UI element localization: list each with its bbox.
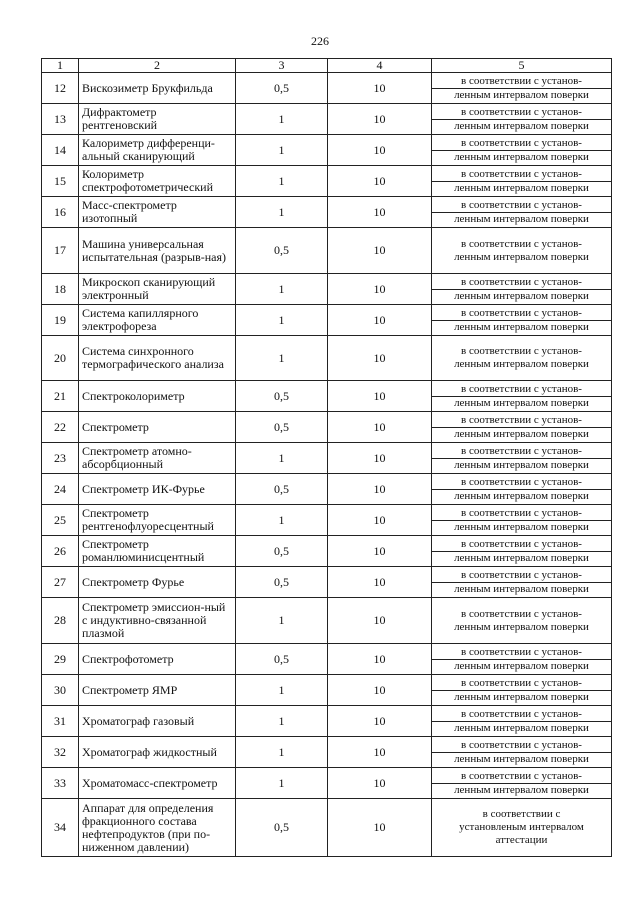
row-number: 28: [42, 598, 79, 644]
instrument-name: Спектрометр Фурье: [79, 567, 236, 598]
column-4-value: 10: [328, 166, 432, 197]
verification-note: [432, 567, 612, 598]
instrument-name: Калориметр дифференци-альный сканирующий: [79, 135, 236, 166]
row-number: 13: [42, 104, 79, 135]
verification-note-line: в соответствии с установ-: [432, 75, 611, 89]
instrument-name: Микроскоп сканирующий электронный: [79, 274, 236, 305]
instrument-name: Хроматомасс-спектрометр: [79, 768, 236, 799]
verification-note-line: ленным интервалом поверки: [454, 212, 589, 225]
column-3-value: 1: [236, 768, 328, 799]
verification-note: [432, 536, 612, 567]
column-3-value: 1: [236, 135, 328, 166]
row-number: 16: [42, 197, 79, 228]
column-3-value: 0,5: [236, 536, 328, 567]
column-3-value: 1: [236, 104, 328, 135]
instrument-name: Спектрометр атомно-абсорбционный: [79, 443, 236, 474]
verification-note-line: аттестации: [495, 834, 548, 846]
column-4-value: 10: [328, 474, 432, 505]
instrument-name: Хроматограф жидкостный: [79, 737, 236, 768]
verification-note: [432, 675, 612, 706]
verification-note-line: в соответствии с установ-: [461, 237, 582, 250]
column-3-value: 0,5: [236, 567, 328, 598]
verification-note: [432, 412, 612, 443]
instrument-name: Спектроколориметр: [79, 381, 236, 412]
verification-note-line: ленным интервалом поверки: [454, 88, 589, 101]
column-4-value: 10: [328, 412, 432, 443]
verification-note: [432, 104, 612, 135]
table-row: [42, 505, 612, 536]
row-number: 31: [42, 706, 79, 737]
table-row: [42, 799, 612, 857]
verification-note: [432, 706, 612, 737]
row-number: 17: [42, 228, 79, 274]
verification-note-line: в соответствии с установ-: [432, 708, 611, 722]
verification-note-line: ленным интервалом поверки: [454, 289, 589, 302]
row-number: 23: [42, 443, 79, 474]
verification-note-line: в соответствии с установ-: [432, 199, 611, 213]
column-header-3: 3: [236, 59, 328, 73]
verification-note-line: в соответствии с установ-: [432, 569, 611, 583]
table-row: [42, 675, 612, 706]
table-row: [42, 412, 612, 443]
instrument-name: Вискозиметр Брукфильда: [79, 73, 236, 104]
row-number: 21: [42, 381, 79, 412]
instrument-name: Спектрометр рентгенофлуоресцентный: [79, 505, 236, 536]
row-number: 24: [42, 474, 79, 505]
column-4-value: 10: [328, 598, 432, 644]
column-3-value: 1: [236, 675, 328, 706]
verification-note-line: в соответствии с установ-: [432, 677, 611, 691]
table-row: [42, 166, 612, 197]
instrument-name: Колориметр спектрофотометрический: [79, 166, 236, 197]
column-4-value: 10: [328, 443, 432, 474]
verification-note-line: установленым интервалом: [459, 821, 584, 833]
row-number: 33: [42, 768, 79, 799]
column-4-value: 10: [328, 228, 432, 274]
row-number: 15: [42, 166, 79, 197]
column-3-value: 1: [236, 598, 328, 644]
table-row: [42, 567, 612, 598]
instrument-name: Спектрометр ЯМР: [79, 675, 236, 706]
column-4-value: 10: [328, 135, 432, 166]
instrument-name: Спектрометр эмиссион-ный с индуктивно-связанной плазмой: [79, 598, 236, 644]
instrument-name: Машина универсальная испытательная (разрыв-ная): [79, 228, 236, 274]
verification-note-line: ленным интервалом поверки: [454, 119, 589, 132]
verification-note: [432, 799, 612, 857]
instrument-name: Спектрофотометр: [79, 644, 236, 675]
column-3-value: 0,5: [236, 644, 328, 675]
table-row: [42, 768, 612, 799]
verification-note-line: ленным интервалом поверки: [454, 489, 589, 502]
verification-note-line: в соответствии с установ-: [432, 307, 611, 321]
column-4-value: 10: [328, 381, 432, 412]
table-row: [42, 474, 612, 505]
table-row: [42, 305, 612, 336]
row-number: 12: [42, 73, 79, 104]
column-header-2: 2: [79, 59, 236, 73]
column-4-value: 10: [328, 197, 432, 228]
column-3-value: 0,5: [236, 799, 328, 857]
verification-note-line: в соответствии с: [482, 808, 561, 820]
verification-note: [432, 443, 612, 474]
verification-note-line: ленным интервалом поверки: [454, 358, 589, 370]
column-3-value: 1: [236, 505, 328, 536]
verification-note-line: ленным интервалом поверки: [454, 181, 589, 194]
row-number: 25: [42, 505, 79, 536]
instrument-name: Хроматограф газовый: [79, 706, 236, 737]
table-row: [42, 706, 612, 737]
table-row: [42, 443, 612, 474]
verification-note-line: ленным интервалом поверки: [454, 396, 589, 409]
verification-note-line: в соответствии с установ-: [432, 414, 611, 428]
column-header-1: 1: [42, 59, 79, 73]
verification-note-line: ленным интервалом поверки: [454, 551, 589, 564]
verification-note: [432, 73, 612, 104]
verification-note-line: ленным интервалом поверки: [454, 458, 589, 471]
table-row: [42, 135, 612, 166]
column-4-value: 10: [328, 768, 432, 799]
instrument-name: Аппарат для определения фракционного состава нефтепродуктов (при по-ниженном давлении): [79, 799, 236, 857]
table-row: [42, 197, 612, 228]
verification-note-line: в соответствии с установ-: [432, 445, 611, 459]
row-number: 32: [42, 737, 79, 768]
verification-note-line: ленным интервалом поверки: [454, 520, 589, 533]
verification-note-line: ленным интервалом поверки: [454, 150, 589, 163]
row-number: 18: [42, 274, 79, 305]
column-3-value: 1: [236, 443, 328, 474]
row-number: 27: [42, 567, 79, 598]
column-4-value: 10: [328, 675, 432, 706]
column-4-value: 10: [328, 73, 432, 104]
verification-note-line: ленным интервалом поверки: [454, 250, 589, 263]
column-3-value: 0,5: [236, 228, 328, 274]
verification-note-line: в соответствии с установ-: [432, 770, 611, 784]
verification-note-line: ленным интервалом поверки: [454, 721, 589, 734]
column-4-value: 10: [328, 536, 432, 567]
table-row: [42, 644, 612, 675]
row-number: 26: [42, 536, 79, 567]
page-number: 226: [311, 34, 329, 48]
verification-note: [432, 768, 612, 799]
table-row: [42, 737, 612, 768]
column-4-value: 10: [328, 567, 432, 598]
row-number: 22: [42, 412, 79, 443]
column-4-value: 10: [328, 305, 432, 336]
verification-note-line: ленным интервалом поверки: [454, 690, 589, 703]
table-row: [42, 381, 612, 412]
verification-note-line: ленным интервалом поверки: [454, 582, 589, 595]
column-header-5: 5: [432, 59, 612, 73]
verification-note: [432, 166, 612, 197]
column-4-value: 10: [328, 336, 432, 381]
verification-note: [432, 305, 612, 336]
verification-note-line: в соответствии с установ-: [432, 137, 611, 151]
column-3-value: 1: [236, 305, 328, 336]
verification-note-line: ленным интервалом поверки: [454, 752, 589, 765]
instrument-name: Спектрометр романлюминисцентный: [79, 536, 236, 567]
verification-note-line: в соответствии с установ-: [432, 646, 611, 660]
column-3-value: 1: [236, 197, 328, 228]
verification-note: [432, 228, 612, 274]
verification-note: [432, 474, 612, 505]
table-row: [42, 536, 612, 567]
column-3-value: 1: [236, 336, 328, 381]
verification-note: [432, 336, 612, 381]
column-3-value: 0,5: [236, 73, 328, 104]
verification-note-line: ленным интервалом поверки: [454, 620, 589, 633]
column-3-value: 0,5: [236, 381, 328, 412]
column-3-value: 1: [236, 706, 328, 737]
verification-note-line: в соответствии с установ-: [432, 383, 611, 397]
instrument-name: Масс-спектрометр изотопный: [79, 197, 236, 228]
table-row: [42, 104, 612, 135]
equipment-table: [41, 58, 612, 857]
verification-note: [432, 598, 612, 644]
row-number: 14: [42, 135, 79, 166]
row-number: 19: [42, 305, 79, 336]
instrument-name: Дифрактометр рентгеновский: [79, 104, 236, 135]
verification-note-line: ленным интервалом поверки: [454, 659, 589, 672]
verification-note: [432, 737, 612, 768]
table-row: [42, 228, 612, 274]
table-body: [42, 73, 612, 857]
table-row: [42, 336, 612, 381]
table-row: [42, 274, 612, 305]
verification-note-line: ленным интервалом поверки: [454, 427, 589, 440]
row-number: 20: [42, 336, 79, 381]
row-number: 34: [42, 799, 79, 857]
column-3-value: 1: [236, 274, 328, 305]
verification-note: [432, 197, 612, 228]
column-3-value: 0,5: [236, 474, 328, 505]
verification-note-line: в соответствии с установ-: [432, 276, 611, 290]
verification-note-line: в соответствии с установ-: [432, 538, 611, 552]
verification-note-line: в соответствии с установ-: [461, 345, 582, 357]
table-row: [42, 73, 612, 104]
column-4-value: 10: [328, 737, 432, 768]
header-row: [42, 59, 612, 73]
verification-note-line: в соответствии с установ-: [432, 106, 611, 120]
column-4-value: 10: [328, 706, 432, 737]
column-3-value: 0,5: [236, 412, 328, 443]
verification-note-line: ленным интервалом поверки: [454, 783, 589, 796]
table-row: [42, 598, 612, 644]
verification-note: [432, 644, 612, 675]
verification-note-line: в соответствии с установ-: [432, 476, 611, 490]
column-4-value: 10: [328, 274, 432, 305]
verification-note-line: в соответствии с установ-: [432, 739, 611, 753]
column-header-4: 4: [328, 59, 432, 73]
instrument-name: Система капиллярного электрофореза: [79, 305, 236, 336]
column-4-value: 10: [328, 505, 432, 536]
instrument-name: Система синхронного термографического анализа: [79, 336, 236, 381]
instrument-name: Спектрометр: [79, 412, 236, 443]
verification-note-line: ленным интервалом поверки: [454, 320, 589, 333]
verification-note: [432, 505, 612, 536]
row-number: 30: [42, 675, 79, 706]
verification-note: [432, 274, 612, 305]
verification-note-line: в соответствии с установ-: [432, 168, 611, 182]
verification-note-line: в соответствии с установ-: [461, 607, 582, 620]
verification-note-line: в соответствии с установ-: [432, 507, 611, 521]
column-4-value: 10: [328, 799, 432, 857]
column-4-value: 10: [328, 644, 432, 675]
column-4-value: 10: [328, 104, 432, 135]
verification-note: [432, 135, 612, 166]
instrument-name: Спектрометр ИК-Фурье: [79, 474, 236, 505]
verification-note: [432, 381, 612, 412]
row-number: 29: [42, 644, 79, 675]
column-3-value: 1: [236, 166, 328, 197]
column-3-value: 1: [236, 737, 328, 768]
